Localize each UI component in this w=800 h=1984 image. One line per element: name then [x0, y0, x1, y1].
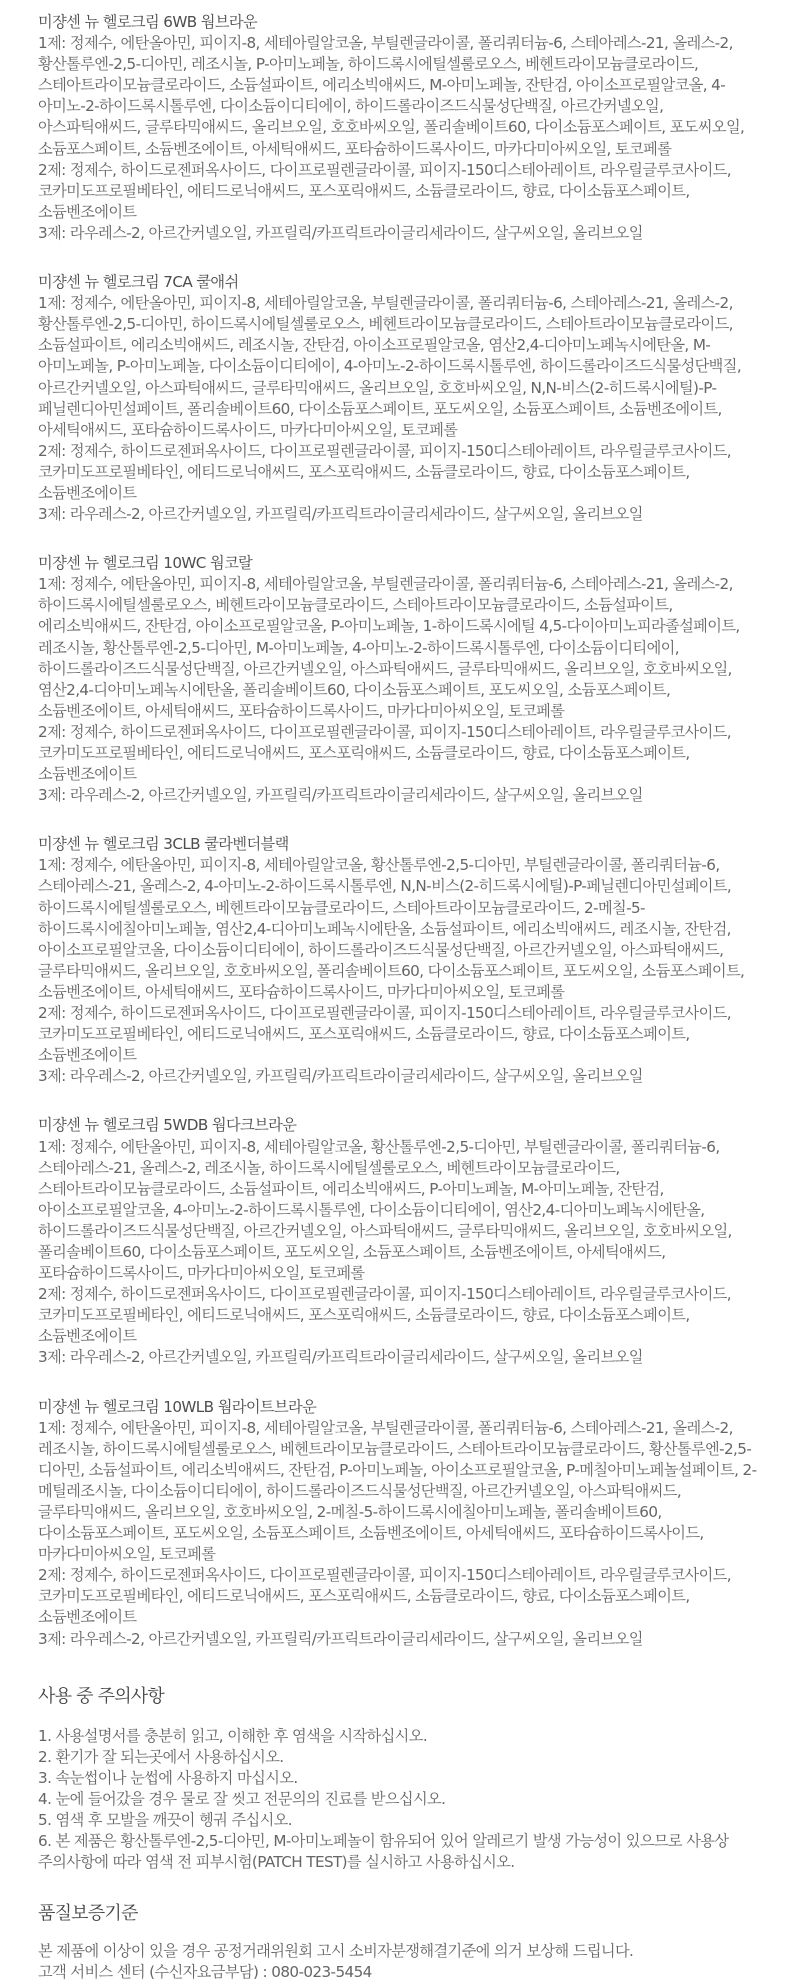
quality-title: 품질보증기준	[38, 1903, 138, 1925]
product-block	[38, 1397, 762, 1650]
ingredients-stage-2: 2제: 정제수, 하이드로젠퍼옥사이드, 다이프로필렌글라이콜, 피이지-150디스테아레이트, 라우릴글루코사이드, 코카미도프로필베타인, 에티드로닉애씨드, 포스포릭애씨드, 소듐클로라이드, 향료, 다이소듐포스페이트, 소듐벤조에이트	[38, 441, 731, 502]
product-name: 미쟝센 뉴 헬로크림 7CA 쿨애쉬	[38, 273, 239, 292]
ingredients-stage-2: 2제: 정제수, 하이드로젠퍼옥사이드, 다이프로필렌글라이콜, 피이지-150디스테아레이트, 라우릴글루코사이드, 코카미도프로필베타인, 에티드로닉애씨드, 포스포릭애씨드, 소듐클로라이드, 향료, 다이소듐포스페이트, 소듐벤조에이트	[38, 1285, 731, 1346]
ingredients-stage-2: 2제: 정제수, 하이드로젠퍼옥사이드, 다이프로필렌글라이콜, 피이지-150디스테아레이트, 라우릴글루코사이드, 코카미도프로필베타인, 에티드로닉애씨드, 포스포릭애씨드, 소듐클로라이드, 향료, 다이소듐포스페이트, 소듐벤조에이트	[38, 1004, 731, 1065]
ingredients-stage-2: 2제: 정제수, 하이드로젠퍼옥사이드, 다이프로필렌글라이콜, 피이지-150디스테아레이트, 라우릴글루코사이드, 코카미도프로필베타인, 에티드로닉애씨드, 포스포릭애씨드, 소듐클로라이드, 향료, 다이소듐포스페이트, 소듐벤조에이트	[38, 160, 731, 221]
notice-item: 2. 환기가 잘 되는곳에서 사용하십시오.	[38, 1747, 284, 1766]
ingredients-stage-1: 1제: 정제수, 에탄올아민, 피이지-8, 세테아릴알코올, 황산톨루엔-2,5-디아민, 부틸렌글라이콜, 폴리쿼터늄-6, 스테아레스-21, 올레스-2, 레조시놀, 하이드록시에틸셀룰로오스, 베헨트라이모늄클로라이드, 스테아트라이모늄클로라이드, 소듐설파이트, 에리소빅애씨드, P-아미노페놀, M-아미노페놀, 잔탄검, 아이소프로필알코올, 4-아미노-2-하이드록시톨루엔, 다이소듐이디티에이, 염산2,4-디아미노페녹시에탄올, 하이드롤라이즈드식물성단백질, 아르간커넬오일, 아스파틱애씨드, 글루타믹애씨드, 올리브오일, 호호바씨오일, 폴리솔베이트60, 다이소듐포스페이트, 포도씨오일, 소듐포스페이트, 소듐벤조에이트, 아세틱애씨드, 포타슘하이드록사이드, 마카다미아씨오일, 토코페롤	[38, 1137, 732, 1283]
ingredients-stage-2: 2제: 정제수, 하이드로젠퍼옥사이드, 다이프로필렌글라이콜, 피이지-150디스테아레이트, 라우릴글루코사이드, 코카미도프로필베타인, 에티드로닉애씨드, 포스포릭애씨드, 소듐클로라이드, 향료, 다이소듐포스페이트, 소듐벤조에이트	[38, 722, 731, 784]
ingredients-stage-1: 1제: 정제수, 에탄올아민, 피이지-8, 세테아릴알코올, 부틸렌글라이콜, 폴리쿼터늄-6, 스테아레스-21, 올레스-2, 하이드록시에틸셀룰로오스, 베헨트라이모늄클로라이드, 스테아트라이모늄클로라이드, 소듐설파이트, 에리소빅애씨드, 잔탄검, 아이소프로필알코올, P-아미노페놀, 1-하이드록시에틸 4,5-다이아미노피라졸설페이트, 레조시놀, 황산톨루엔-2,5-디아민, M-아미노페놀, 4-아미노-2-하이드록시톨루엔, 다이소듐이디티에이, 하이드롤라이즈드식물성단백질, 아르간커넬오일, 아스파틱애씨드, 글루타믹애씨드, 올리브오일, 호호바씨오일, 염산2,4-디아미노페녹시에탄올, 폴리솔베이트60, 다이소듐포스페이트, 포도씨오일, 소듐포스페이트, 소듐벤조에이트, 아세틱애씨드, 포타슘하이드록사이드, 마카다미아씨오일, 토코페롤	[38, 575, 740, 720]
product-name: 미쟝센 뉴 헬로크림 6WB 웜브라운	[38, 13, 258, 31]
product-name: 미쟝센 뉴 헬로크림 5WDB 웜다크브라운	[38, 1116, 297, 1135]
notice-item: 4. 눈에 들어갔을 경우 물로 잘 씻고 전문의의 진료를 받으십시오.	[38, 1789, 446, 1808]
ingredients-stage-1: 1제: 정제수, 에탄올아민, 피이지-8, 세테아릴알코올, 부틸렌글라이콜, 폴리쿼터늄-6, 스테아레스-21, 올레스-2, 황산톨루엔-2,5-디아민, 레조시놀, P-아미노페놀, 하이드록시에틸셀룰로오스, 베헨트라이모늄클로라이드, 스테아트라이모늄클로라이드, 소듐설파이트, 에리소빅애씨드, M-아미노페놀, 잔탄검, 아이소프로필알코올, 4-아미노-2-하이드록시톨루엔, 다이소듐이디티에이, 하이드롤라이즈드식물성단백질, 아르간커넬오일, 아스파틱애씨드, 글루타믹애씨드, 올리브오일, 호호바씨오일, 폴리솔베이트60, 다이소듐포스페이트, 포도씨오일, 소듐포스페이트, 소듐벤조에이트, 아세틱애씨드, 포타슘하이드록사이드, 마카다미아씨오일, 토코페롤	[38, 34, 745, 158]
notice-item: 1. 사용설명서를 충분히 읽고, 이해한 후 염색을 시작하십시오.	[38, 1726, 428, 1745]
ingredients-stage-1: 1제: 정제수, 에탄올아민, 피이지-8, 세테아릴알코올, 부틸렌글라이콜, 폴리쿼터늄-6, 스테아레스-21, 올레스-2, 레조시놀, 하이드록시에틸셀룰로오스, 베헨트라이모늄클로라이드, 스테아트라이모늄클로라이드, 황산톨루엔-2,5-디아민, 소듐설파이트, 에리소빅애씨드, 잔탄검, P-아미노페놀, 아이소프로필알코올, P-메칠아미노페놀설페이트, 2-메틸레조시놀, 다이소듐이디티에이, 하이드롤라이즈드식물성단백질, 아르간커넬오일, 아스파틱애씨드, 글루타믹애씨드, 올리브오일, 호호바씨오일, 2-메칠-5-하이드록시에칠아미노페놀, 폴리솔베이트60, 다이소듐포스페이트, 포도씨오일, 소듐포스페이트, 소듐벤조에이트, 아세틱애씨드, 포타슘하이드록사이드, 마카다미아씨오일, 토코페롤	[38, 1418, 757, 1564]
product-name: 미쟝센 뉴 헬로크림 10WLB 웜라이트브라운	[38, 1397, 317, 1416]
product-block	[38, 834, 762, 1087]
ingredients-stage-3: 3제: 라우레스-2, 아르간커넬오일, 카프릴릭/카프릭트라이글리세라이드, 살구씨오일, 올리브오일	[38, 1067, 643, 1086]
product-name: 미쟝센 뉴 헬로크림 3CLB 쿨라벤더블랙	[38, 835, 289, 854]
notice-list	[38, 1726, 762, 1874]
ingredients-stage-3: 3제: 라우레스-2, 아르간커넬오일, 카프릴릭/카프릭트라이글리세라이드, 살구씨오일, 올리브오일	[38, 1629, 643, 1648]
product-block	[38, 1115, 762, 1368]
product-name: 미쟝센 뉴 헬로크림 10WC 웜코랄	[38, 554, 253, 573]
ingredients-stage-3: 3제: 라우레스-2, 아르간커넬오일, 카프릴릭/카프릭트라이글리세라이드, 살구씨오일, 올리브오일	[38, 505, 643, 524]
ingredients-stage-3: 3제: 라우레스-2, 아르간커넬오일, 카프릴릭/카프릭트라이글리세라이드, 살구씨오일, 올리브오일	[38, 1348, 643, 1367]
ingredients-stage-1: 1제: 정제수, 에탄올아민, 피이지-8, 세테아릴알코올, 황산톨루엔-2,5-디아민, 부틸렌글라이콜, 폴리쿼터늄-6, 스테아레스-21, 올레스-2, 4-아미노-2-하이드록시톨루엔, N,N-비스(2-히드록시에틸)-P-페닐렌디아민설페이트, 하이드록시에틸셀룰로오스, 베헨트라이모늄클로라이드, 스테아트라이모늄클로라이드, 2-메칠-5-하이드록시에칠아미노페놀, 염산2,4-디아미노페녹시에탄올, 소듐설파이트, 에리소빅애씨드, 레조시놀, 잔탄검, 아이소프로필알코올, 다이소듐이디티에이, 하이드롤라이즈드식물성단백질, 아르간커넬오일, 아스파틱애씨드, 글루타믹애씨드, 올리브오일, 호호바씨오일, 폴리솔베이트60, 다이소듐포스페이트, 포도씨오일, 소듐포스페이트, 소듐벤조에이트, 아세틱애씨드, 포타슘하이드록사이드, 마카다미아씨오일, 토코페롤	[38, 856, 745, 1001]
notice-item: 3. 속눈썹이나 눈썹에 사용하지 마십시오.	[38, 1768, 298, 1787]
product-block	[38, 553, 762, 806]
ingredients-stage-2: 2제: 정제수, 하이드로젠퍼옥사이드, 다이프로필렌글라이콜, 피이지-150디스테아레이트, 라우릴글루코사이드, 코카미도프로필베타인, 에티드로닉애씨드, 포스포릭애씨드, 소듐클로라이드, 향료, 다이소듐포스페이트, 소듐벤조에이트	[38, 1566, 731, 1627]
notice-item: 5. 염색 후 모발을 깨끗이 헹궈 주십시오.	[38, 1811, 292, 1830]
product-block	[38, 272, 762, 525]
customer-service-line: 고객 서비스 센터 (수신자요금부담) : 080-023-5454	[38, 1963, 372, 1982]
ingredients-stage-3: 3제: 라우레스-2, 아르간커넬오일, 카프릴릭/카프릭트라이글리세라이드, 살구씨오일, 올리브오일	[38, 786, 643, 805]
notice-item: 6. 본 제품은 황산톨루엔-2,5-디아민, M-아미노페놀이 함유되어 있어 알레르기 발생 가능성이 있으므로 사용상 주의사항에 따라 염색 전 피부시험(PATCH TEST)를 실시하고 사용하십시오.	[38, 1832, 729, 1872]
notice-title: 사용 중 주의사항	[38, 1685, 164, 1707]
ingredients-stage-1: 1제: 정제수, 에탄올아민, 피이지-8, 세테아릴알코올, 부틸렌글라이콜, 폴리쿼터늄-6, 스테아레스-21, 올레스-2, 황산톨루엔-2,5-디아민, 하이드록시에틸셀룰로오스, 베헨트라이모늄클로라이드, 스테아트라이모늄클로라이드, 소듐설파이트, 에리소빅애씨드, 레조시놀, 잔탄검, 아이소프로필알코올, 염산2,4-디아미노페녹시에탄올, M-아미노페놀, P-아미노페놀, 다이소듐이디티에이, 4-아미노-2-하이드록시톨루엔, 하이드롤라이즈드식물성단백질, 아르간커넬오일, 아스파틱애씨드, 글루타믹애씨드, 올리브오일, 호호바씨오일, N,N-비스(2-히드록시에틸)-P-페닐렌디아민설페이트, 폴리솔베이트60, 다이소듐포스페이트, 포도씨오일, 소듐포스페이트, 소듐벤조에이트, 아세틱애씨드, 포타슘하이드록사이드, 마카다미아씨오일, 토코페롤	[38, 294, 742, 439]
quality-statement: 본 제품에 이상이 있을 경우 공정거래위원회 고시 소비자분쟁해결기준에 의거 보상해 드립니다.	[38, 1942, 634, 1961]
product-block	[38, 12, 762, 244]
ingredients-stage-3: 3제: 라우레스-2, 아르간커넬오일, 카프릴릭/카프릭트라이글리세라이드, 살구씨오일, 올리브오일	[38, 223, 643, 242]
